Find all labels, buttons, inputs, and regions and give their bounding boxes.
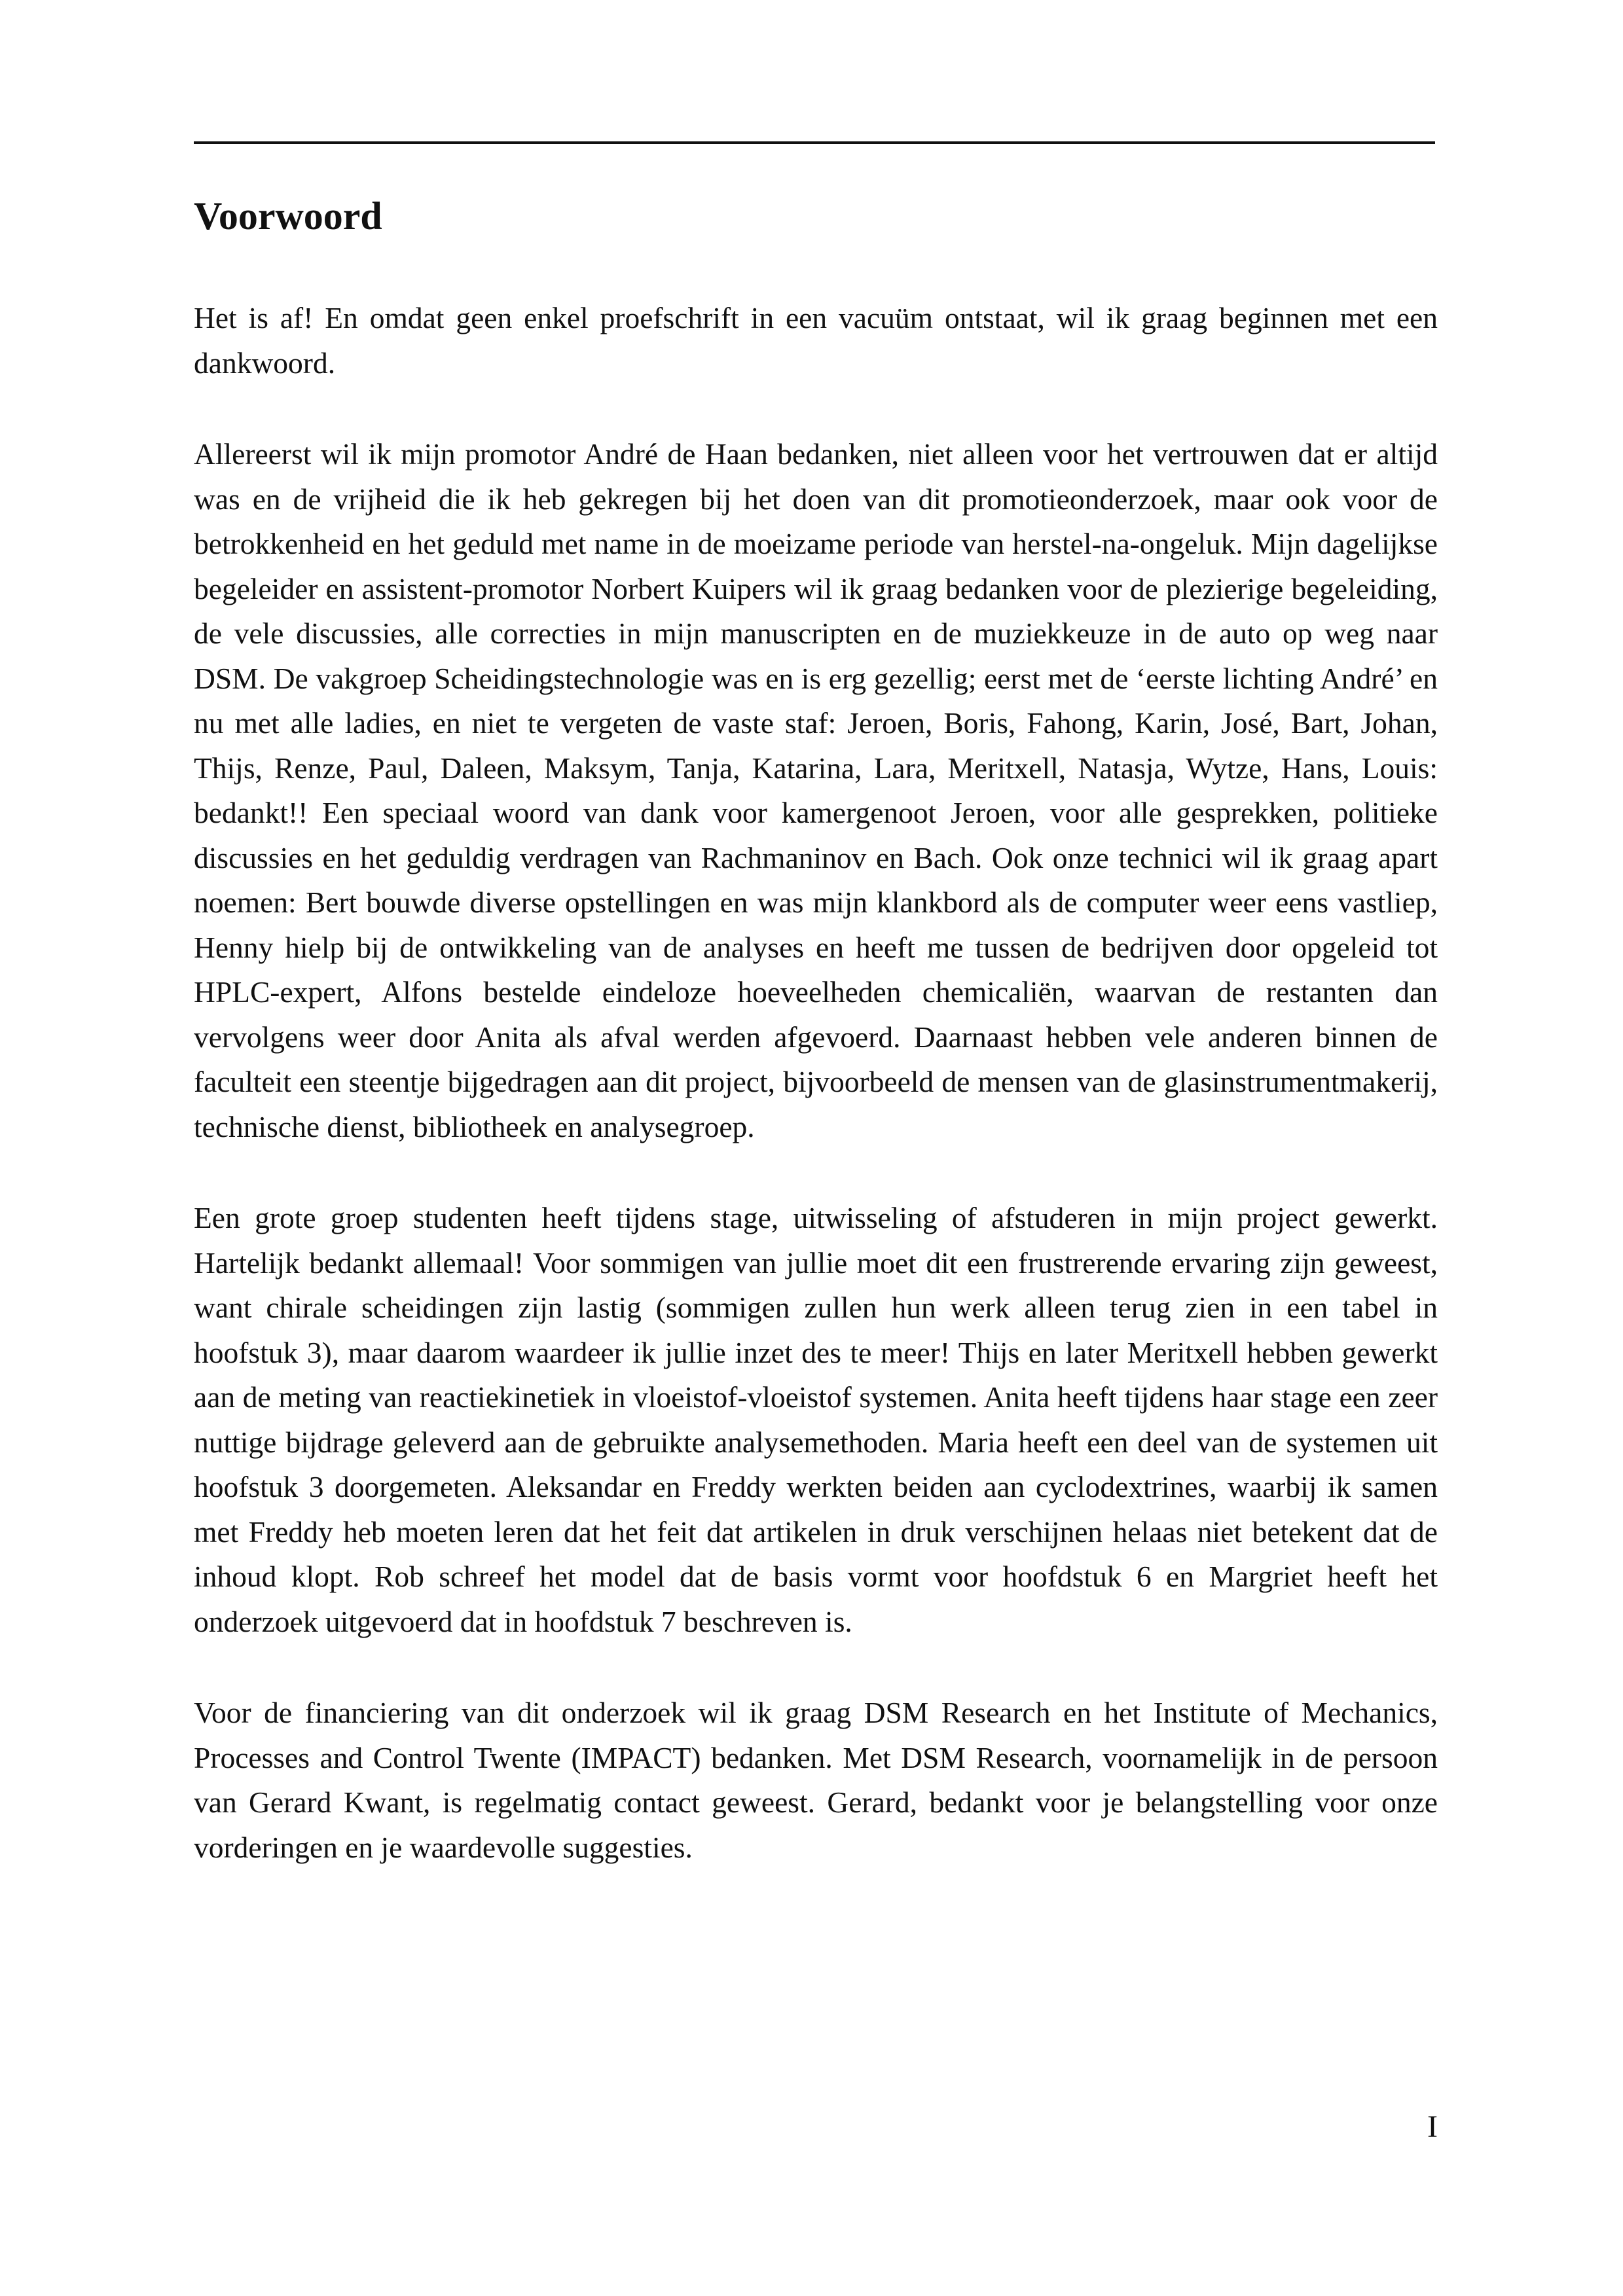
paragraph-acknowledgements-students: Een grote groep studenten heeft tijdens stage, uitwisseling of afstuderen in mijn project gewerkt. Hartelijk bedankt allemaal! Voor sommigen van jullie moet dit een frustrerende ervaring zijn geweest, want chirale scheidingen zijn lastig (sommigen zullen hun werk alleen terug zien in een tabel in hoofstuk 3), maar daarom waardeer ik jullie inzet des te meer! Thijs en later Meritxell hebben gewerkt aan de meting van reactiekinetiek in vloeistof-vloeistof systemen. Anita heeft tijdens haar stage een zeer nuttige bijdrage geleverd aan de gebruikte analysemethoden. Maria heeft een deel van de systemen uit hoofstuk 3 doorgemeten. Aleksandar en Freddy werkten beiden aan cyclodextrines, waarbij ik samen met Freddy heb moeten leren dat het feit dat artikelen in druk verschijnen helaas niet betekent dat de inhoud klopt. Rob schreef het model dat de basis vormt voor hoofdstuk 6 en Margriet heeft het onderzoek uitgevoerd dat in hoofdstuk 7 beschreven is. — [194, 1201, 1438, 1638]
body-text — [194, 296, 1438, 1916]
page-number: I — [1427, 2109, 1438, 2144]
paragraph-acknowledgements-staff: Allereerst wil ik mijn promotor André de Haan bedanken, niet alleen voor het vertrouwen dat er altijd was en de vrijheid die ik heb gekregen bij het doen van dit promotieonderzoek, maar ook voor de betrokkenheid en het geduld met name in de moeizame periode van herstel-na-ongeluk. Mijn dagelijkse begeleider en assistent-promotor Norbert Kuipers wil ik graag bedanken voor de plezierige begeleiding, de vele discussies, alle correcties in mijn manuscripten en de muziekkeuze in de auto op weg naar DSM. De vakgroep Scheidingstechnologie was en is erg gezellig; eerst met de ‘eerste lichting André’ en nu met alle ladies, en niet te vergeten de vaste staf: Jeroen, Boris, Fahong, Karin, José, Bart, Johan, Thijs, Renze, Paul, Daleen, Maksym, Tanja, Katarina, Lara, Meritxell, Natasja, Wytze, Hans, Louis: bedankt!! Een speciaal woord van dank voor kamergenoot Jeroen, voor alle gesprekken, politieke discussies en het geduldig verdragen van Rachmaninov en Bach. Ook onze technici wil ik graag apart noemen: Bert bouwde diverse opstellingen en was mijn klankbord als de computer weer eens vastliep, Henny hielp bij de ontwikkeling van de analyses en heeft me tussen de bedrijven door opgeleid tot HPLC-expert, Alfons bestelde eindeloze hoeveelheden chemicaliën, waarvan de restanten dan vervolgens weer door Anita als afval werden afgevoerd. Daarnaast hebben vele anderen binnen de faculteit een steentje bijgedragen aan dit project, bijvoorbeeld de mensen van de glasinstrumentmakerij, technische dienst, bibliotheek en analysegroep. — [194, 437, 1438, 1143]
paragraph-intro: Het is af! En omdat geen enkel proefschrift in een vacuüm ontstaat, wil ik graag beginnen met een dankwoord. — [194, 301, 1438, 380]
page-title: Voorwoord — [194, 194, 382, 238]
paragraph-acknowledgements-funding: Voor de financiering van dit onderzoek wil ik graag DSM Research en het Institute of Mechanics, Processes and Control Twente (IMPACT) bedanken. Met DSM Research, voornamelijk in de persoon van Gerard Kwant, is regelmatig contact geweest. Gerard, bedankt voor je belangstelling voor onze vorderingen en je waardevolle suggesties. — [194, 1696, 1438, 1864]
header-rule — [194, 141, 1435, 144]
